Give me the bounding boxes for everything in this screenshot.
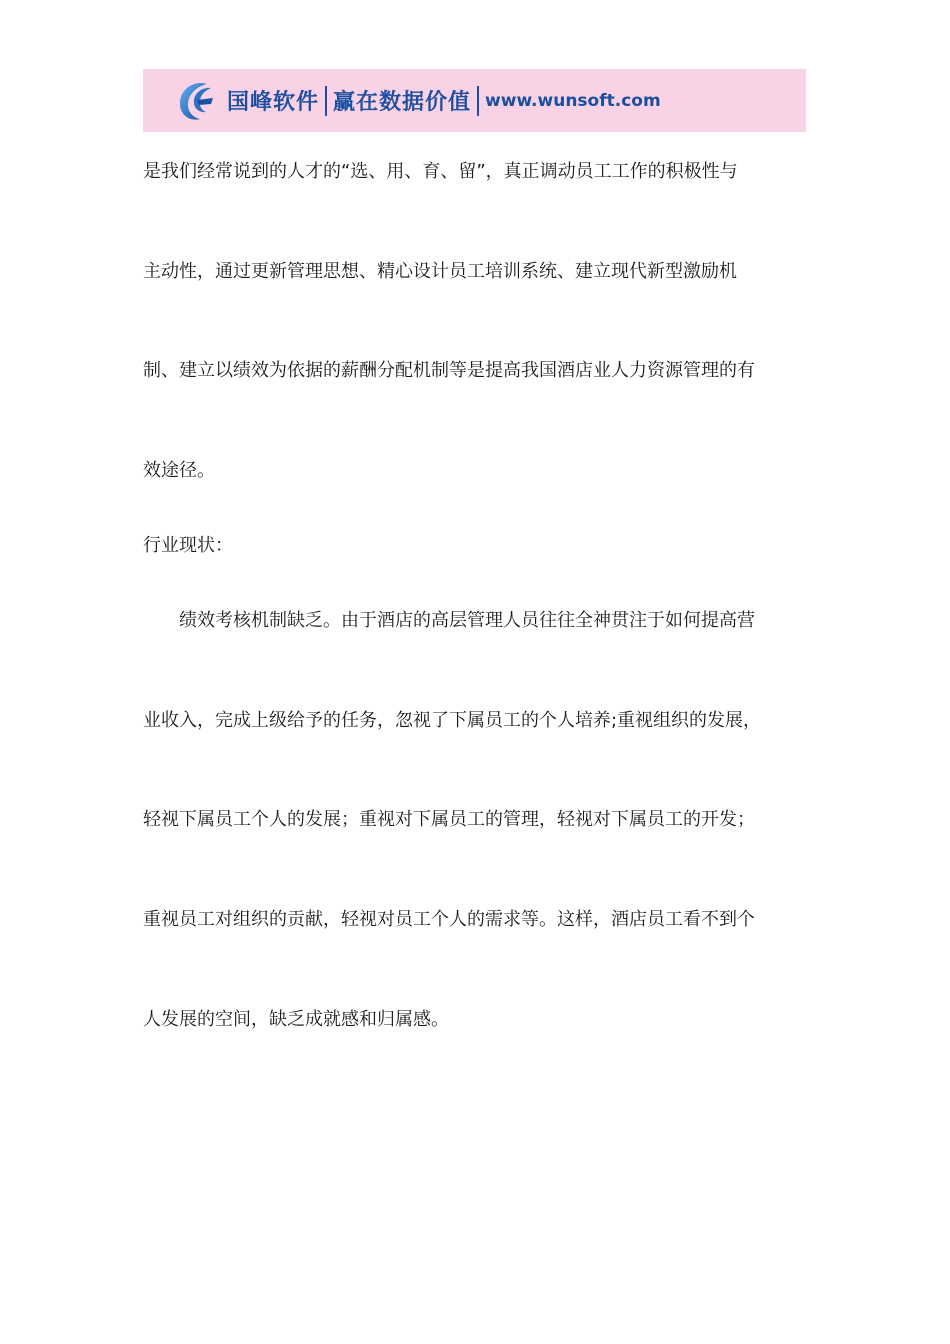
paragraph-line: 轻视下属员工个人的发展；重视对下属员工的管理，轻视对下属员工的开发； (143, 809, 755, 830)
paragraph-line: 是我们经常说到的人才的“选、用、育、留”，真正调动员工工作的积极性与 (143, 161, 738, 182)
wunsoft-logo-icon (173, 78, 219, 124)
paragraph-line: 业收入，完成上级给予的任务，忽视了下属员工的个人培养;重视组织的发展， (143, 710, 762, 731)
paragraph-line: 人发展的空间，缺乏成就感和归属感。 (143, 1009, 449, 1030)
banner-divider (325, 86, 327, 116)
brand-url: www.wunsoft.com (485, 90, 661, 111)
section-heading: 行业现状： (143, 535, 233, 556)
paragraph-line: 制、建立以绩效为依据的薪酬分配机制等是提高我国酒店业人力资源管理的有 (143, 360, 755, 381)
banner-text-group (227, 69, 661, 132)
paragraph-line: 绩效考核机制缺乏。由于酒店的高层管理人员往往全神贯注于如何提高营 (179, 610, 755, 631)
paragraph-line: 效途径。 (143, 460, 215, 481)
brand-slogan: 赢在数据价值 (333, 90, 472, 115)
brand-name: 国峰软件 (227, 90, 320, 115)
paragraph-line: 主动性，通过更新管理思想、精心设计员工培训系统、建立现代新型激励机 (143, 261, 737, 282)
paragraph-line: 重视员工对组织的贡献，轻视对员工个人的需求等。这样，酒店员工看不到个 (143, 909, 755, 930)
banner-divider (477, 86, 479, 116)
header-banner (143, 69, 806, 132)
